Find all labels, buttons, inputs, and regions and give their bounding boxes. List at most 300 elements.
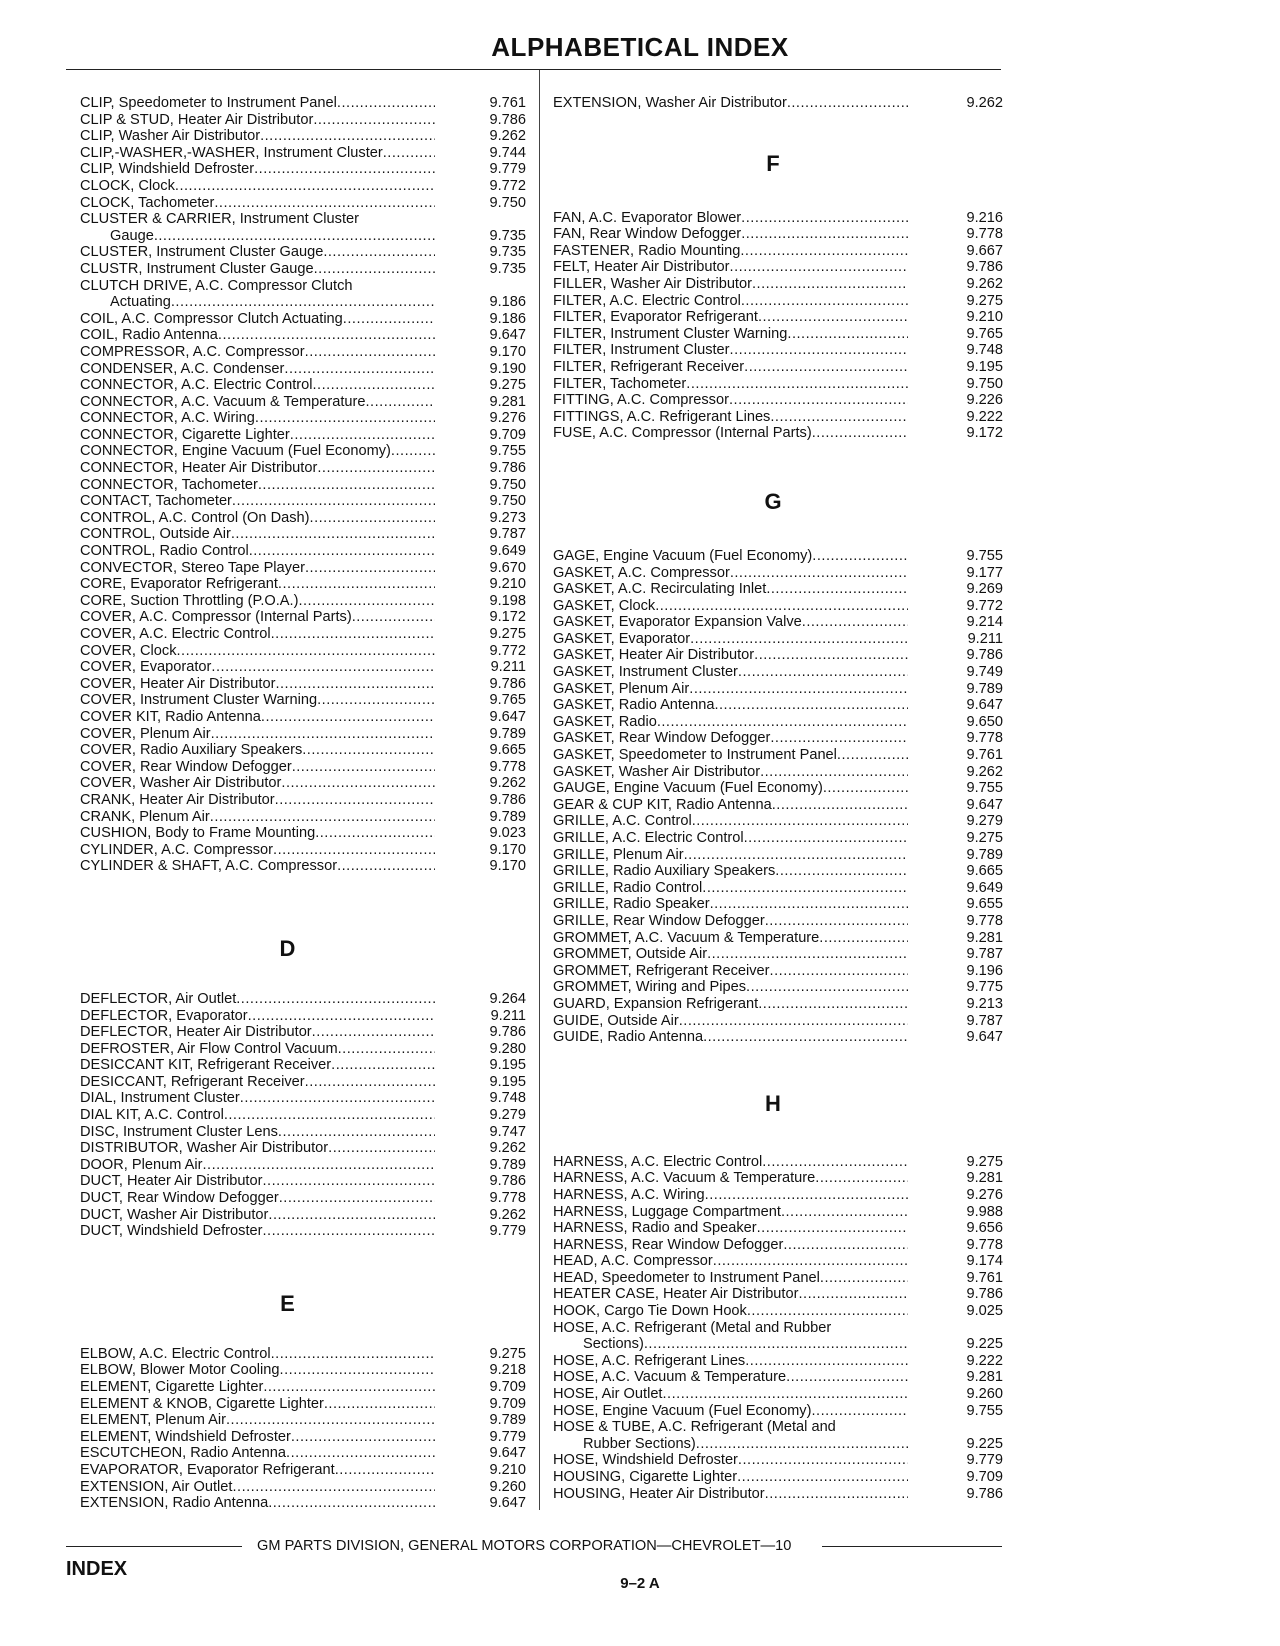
leader-dots: [684, 847, 908, 864]
entry-name: FAN, A.C. Evaporator Blower: [553, 209, 742, 226]
spacer: [80, 875, 526, 927]
entry-name: COVER, Heater Air Distributor: [80, 675, 276, 692]
entry-page-number: 9.786: [489, 1024, 526, 1041]
leader-dots: [177, 643, 436, 660]
entry-name: HOSE, Windshield Defroster: [553, 1452, 738, 1469]
index-entry: [553, 1170, 1003, 1187]
entry-page-number: 9.281: [966, 1369, 1003, 1386]
entry-name: GRILLE, Radio Control: [553, 879, 703, 896]
entry-name: Rubber Sections): [583, 1435, 696, 1452]
index-entry: [553, 863, 1003, 880]
entry-page-number: 9.218: [489, 1362, 526, 1379]
index-entry: [80, 526, 526, 543]
entry-page-number: 9.172: [966, 425, 1003, 442]
index-entry: [553, 913, 1003, 930]
entry-page-number: 9.778: [966, 1236, 1003, 1253]
entry-name: Sections): [583, 1336, 644, 1353]
entry-name: GASKET, Plenum Air: [553, 680, 690, 697]
leader-dots: [812, 425, 908, 442]
spacer: [80, 1240, 526, 1282]
entry-name: DUCT, Heater Air Distributor: [80, 1173, 263, 1190]
entry-name: ELEMENT, Cigarette Lighter: [80, 1379, 264, 1395]
entry-page-number: 9.787: [966, 946, 1003, 963]
entry-page-number: 9.260: [489, 1478, 526, 1495]
leader-dots: [772, 797, 908, 814]
entry-name: DEFLECTOR, Air Outlet: [80, 990, 237, 1007]
entry-name: GRILLE, A.C. Electric Control: [553, 830, 744, 846]
leader-dots: [689, 681, 908, 698]
index-entry: [80, 1379, 526, 1396]
entry-name: COIL, A.C. Compressor Clutch Actuating: [80, 310, 343, 327]
leader-dots: [679, 1013, 908, 1030]
entry-name: HARNESS, Radio and Speaker: [553, 1220, 757, 1237]
entry-name: CONNECTOR, Engine Vacuum (Fuel Economy): [80, 443, 391, 460]
section-label: INDEX: [66, 1558, 128, 1580]
leader-dots: [302, 742, 435, 759]
index-entry: [553, 681, 1003, 698]
index-entry: [80, 510, 526, 527]
entry-page-number: 9.275: [966, 292, 1003, 309]
leader-dots: [343, 311, 435, 328]
leader-dots: [286, 1445, 435, 1462]
index-entry: [80, 759, 526, 776]
leader-dots: [692, 813, 908, 830]
entry-name: GROMMET, Outside Air: [553, 946, 708, 963]
index-entry: [80, 1057, 526, 1074]
index-entry: [553, 930, 1003, 947]
entry-page-number: 9.281: [966, 1170, 1003, 1187]
index-entry: [80, 560, 526, 577]
leader-dots: [261, 709, 435, 726]
entry-name: HOUSING, Cigarette Lighter: [553, 1469, 738, 1485]
header-rule: [66, 69, 1001, 70]
leader-dots: [202, 1157, 435, 1174]
leader-dots: [730, 565, 908, 582]
index-entry: [80, 261, 526, 278]
leader-dots: [232, 493, 435, 510]
entry-page-number: 9.755: [489, 443, 526, 460]
entry-name: CONNECTOR, A.C. Electric Control: [80, 377, 313, 394]
entry-page-number: 9.170: [489, 343, 526, 360]
leader-dots: [765, 913, 908, 930]
entry-page-number: 9.779: [966, 1452, 1003, 1469]
entry-page-number: 9.761: [966, 747, 1003, 764]
index-entry: [80, 726, 526, 743]
entry-page-number: 9.772: [489, 642, 526, 659]
entry-name: GASKET, Heater Air Distributor: [553, 647, 755, 664]
entry-page-number: 9.786: [489, 111, 526, 128]
entry-name: CONNECTOR, Heater Air Distributor: [80, 460, 318, 477]
index-entry: [553, 797, 1003, 814]
entry-page-number: 9.778: [966, 912, 1003, 929]
entry-name: HOSE, A.C. Vacuum & Temperature: [553, 1369, 787, 1386]
entry-page-number: 9.747: [489, 1123, 526, 1140]
leader-dots: [741, 226, 908, 243]
leader-dots: [171, 294, 435, 311]
entry-name: GROMMET, Refrigerant Receiver: [553, 962, 770, 979]
index-entry: [553, 342, 1003, 359]
entry-name: HOSE, A.C. Refrigerant (Metal and Rubber: [553, 1319, 832, 1336]
index-entry: [553, 697, 1003, 714]
entry-page-number: 9.216: [966, 209, 1003, 226]
entry-name: GASKET, Evaporator Expansion Valve: [553, 614, 802, 631]
leader-dots: [770, 963, 908, 980]
leader-dots: [705, 1187, 908, 1204]
leader-dots: [254, 161, 435, 178]
leader-dots: [655, 598, 908, 615]
leader-dots: [317, 692, 435, 709]
leader-dots: [338, 1041, 435, 1058]
index-entry: [80, 1223, 526, 1240]
index-entry: [80, 161, 526, 178]
leader-dots: [657, 714, 908, 731]
leader-dots: [757, 1220, 908, 1237]
entry-page-number: 9.186: [489, 294, 526, 311]
leader-dots: [314, 261, 435, 278]
index-entry: [80, 1462, 526, 1479]
index-entry: [80, 1090, 526, 1107]
entry-page-number: 9.198: [489, 592, 526, 609]
entry-page-number: 9.213: [966, 995, 1003, 1012]
leader-dots: [837, 747, 908, 764]
entry-name: COVER, Radio Auxiliary Speakers: [80, 742, 303, 759]
entry-name: CORE, Evaporator Refrigerant: [80, 576, 278, 593]
index-entry: [80, 427, 526, 444]
leader-dots: [741, 293, 908, 310]
index-entry: [80, 842, 526, 859]
leader-dots: [263, 1379, 435, 1396]
leader-dots: [696, 1436, 908, 1453]
entry-name: HARNESS, A.C. Electric Control: [553, 1153, 763, 1170]
leader-dots: [713, 1253, 908, 1270]
index-entry: [553, 1486, 1003, 1503]
entry-name: CLIP & STUD, Heater Air Distributor: [80, 111, 314, 128]
entry-page-number: 9.765: [489, 692, 526, 709]
entry-name: GASKET, Rear Window Defogger: [553, 730, 771, 747]
entry-name: GRILLE, A.C. Control: [553, 813, 692, 830]
leader-dots: [210, 809, 435, 826]
index-entry: [80, 244, 526, 261]
index-entry: [553, 409, 1003, 426]
spacer: [80, 971, 526, 991]
index-entry: [80, 1124, 526, 1141]
entry-page-number: 9.786: [489, 675, 526, 692]
entry-page-number: 9.210: [966, 309, 1003, 326]
index-entry: [553, 1204, 1003, 1221]
entry-page-number: 9.735: [489, 227, 526, 244]
leader-dots: [258, 477, 435, 494]
spacer: [553, 1126, 1003, 1154]
index-entry: [553, 326, 1003, 343]
index-entry: [80, 394, 526, 411]
entry-page-number: 9.225: [966, 1336, 1003, 1353]
entry-name: COVER, Washer Air Distributor: [80, 775, 282, 792]
index-entry: [80, 1190, 526, 1207]
index-entry: [80, 128, 526, 145]
entry-name: COVER, Instrument Cluster Warning: [80, 692, 318, 709]
entry-page-number: 9.222: [966, 1352, 1003, 1369]
spacer: [80, 1326, 526, 1346]
index-entry: [80, 742, 526, 759]
index-entry: [80, 493, 526, 510]
leader-dots: [249, 543, 435, 560]
leader-dots: [315, 825, 435, 842]
leader-dots: [690, 631, 908, 648]
entry-page-number: 9.779: [489, 1223, 526, 1240]
index-entry: [553, 647, 1003, 664]
index-entry: [553, 95, 1003, 112]
index-entry: [80, 576, 526, 593]
entry-name: HEAD, A.C. Compressor: [553, 1253, 713, 1270]
leader-dots: [762, 1154, 908, 1171]
entry-name: DIAL KIT, A.C. Control: [80, 1107, 224, 1124]
index-entry: [80, 311, 526, 328]
entry-page-number: 9.226: [966, 392, 1003, 409]
index-entry: [553, 1154, 1003, 1171]
index-entry: [553, 276, 1003, 293]
leader-dots: [758, 309, 908, 326]
entry-page-number: 9.786: [966, 1485, 1003, 1502]
index-entry: [553, 1303, 1003, 1320]
entry-name: CLUSTER, Instrument Cluster Gauge: [80, 244, 324, 261]
entry-page-number: 9.761: [966, 1269, 1003, 1286]
leader-dots: [730, 259, 908, 276]
leader-dots: [787, 326, 908, 343]
leader-dots: [707, 946, 908, 963]
leader-dots: [271, 1346, 435, 1363]
entry-name: COVER, Clock: [80, 642, 177, 659]
entry-name: HARNESS, A.C. Wiring: [553, 1186, 705, 1203]
entry-name: DUCT, Rear Window Defogger: [80, 1190, 279, 1207]
leader-dots: [211, 659, 435, 676]
index-entry: [80, 1173, 526, 1190]
entry-page-number: 9.275: [966, 1153, 1003, 1170]
entry-page-number: 9.225: [966, 1435, 1003, 1452]
footer-rule-right: [822, 1546, 1002, 1547]
entry-page-number: 9.276: [489, 410, 526, 427]
leader-dots: [248, 1008, 435, 1025]
entry-page-number: 9.262: [489, 1206, 526, 1223]
entry-name: DISTRIBUTOR, Washer Air Distributor: [80, 1140, 329, 1157]
index-entry: [80, 991, 526, 1008]
entry-name: COMPRESSOR, A.C. Compressor: [80, 343, 305, 360]
entry-name: CLIP, Windshield Defroster: [80, 161, 255, 178]
entry-name: DISC, Instrument Cluster Lens: [80, 1123, 278, 1140]
entry-page-number: 9.647: [966, 697, 1003, 714]
entry-name: COVER, A.C. Electric Control: [80, 626, 271, 642]
entry-page-number: 9.647: [489, 1495, 526, 1512]
index-entry: [553, 359, 1003, 376]
index-entry: [80, 676, 526, 693]
leader-dots: [737, 1469, 908, 1486]
entry-name: DEFLECTOR, Evaporator: [80, 1007, 248, 1024]
entry-name: CRANK, Heater Air Distributor: [80, 791, 275, 808]
entry-page-number: 9.665: [489, 742, 526, 759]
index-entry: [553, 1336, 1003, 1353]
index-entry: [80, 477, 526, 494]
leader-dots: [273, 842, 435, 859]
entry-name: GASKET, A.C. Compressor: [553, 564, 730, 581]
index-entry: [80, 344, 526, 361]
entry-name: CUSHION, Body to Frame Mounting: [80, 825, 316, 842]
entry-page-number: 9.262: [966, 275, 1003, 292]
entry-page-number: 9.778: [489, 1190, 526, 1207]
leader-dots: [663, 1386, 909, 1403]
index-entry: [80, 228, 526, 245]
leader-dots: [290, 427, 435, 444]
entry-name: DESICCANT KIT, Refrigerant Receiver: [80, 1057, 332, 1074]
index-column-right: [553, 95, 1003, 1502]
entry-name: FILTER, Refrigerant Receiver: [553, 358, 745, 375]
entry-name: DEFROSTER, Air Flow Control Vacuum: [80, 1040, 338, 1057]
entry-name: ELBOW, Blower Motor Cooling: [80, 1362, 280, 1379]
entry-page-number: 9.755: [966, 780, 1003, 797]
index-entry: [553, 1386, 1003, 1403]
entry-page-number: 9.779: [489, 1428, 526, 1445]
entry-page-number: 9.222: [966, 408, 1003, 425]
leader-dots: [819, 930, 908, 947]
entry-name: FILTER, Tachometer: [553, 375, 687, 392]
entry-name: CYLINDER & SHAFT, A.C. Compressor: [80, 858, 338, 875]
index-entry: [553, 1469, 1003, 1486]
leader-dots: [328, 1140, 435, 1157]
entry-page-number: 9.650: [966, 713, 1003, 730]
index-entry: [80, 1412, 526, 1429]
leader-dots: [278, 1124, 435, 1141]
leader-dots: [278, 576, 435, 593]
leader-dots: [312, 1024, 435, 1041]
leader-dots: [231, 526, 435, 543]
leader-dots: [798, 1286, 908, 1303]
index-entry: [553, 425, 1003, 442]
index-entry: [80, 643, 526, 660]
entry-page-number: 9.177: [966, 564, 1003, 581]
entry-page-number: 9.778: [489, 758, 526, 775]
entry-page-number: 9.647: [489, 1445, 526, 1462]
entry-name: FAN, Rear Window Defogger: [553, 226, 742, 243]
entry-page-number: 9.775: [966, 979, 1003, 996]
index-entry: [553, 259, 1003, 276]
entry-name: HOSE, Engine Vacuum (Fuel Economy): [553, 1402, 812, 1419]
entry-name: Actuating: [110, 294, 171, 311]
entry-page-number: 9.786: [966, 1286, 1003, 1303]
index-entry: [80, 1479, 526, 1496]
index-entry: [553, 730, 1003, 747]
entry-page-number: 9.735: [489, 244, 526, 261]
entry-page-number: 9.210: [489, 1461, 526, 1478]
entry-page-number: 9.655: [966, 896, 1003, 913]
entry-name: DEFLECTOR, Heater Air Distributor: [80, 1024, 312, 1041]
entry-page-number: 9.744: [489, 144, 526, 161]
index-entry: [80, 112, 526, 129]
entry-name: HARNESS, Rear Window Defogger: [553, 1236, 784, 1253]
entry-name: GRILLE, Radio Auxiliary Speakers: [553, 863, 776, 880]
entry-page-number: 9.190: [489, 360, 526, 377]
leader-dots: [236, 991, 435, 1008]
index-entry: [553, 813, 1003, 830]
leader-dots: [758, 996, 908, 1013]
entry-page-number: 9.709: [966, 1469, 1003, 1485]
entry-page-number: 9.670: [489, 559, 526, 576]
entry-name: ESCUTCHEON, Radio Antenna: [80, 1445, 287, 1462]
entry-page-number: 9.647: [966, 1029, 1003, 1046]
index-entry: [80, 410, 526, 427]
entry-name: DOOR, Plenum Air: [80, 1156, 203, 1173]
entry-name: CONDENSER, A.C. Condenser: [80, 360, 285, 377]
leader-dots: [714, 697, 908, 714]
leader-dots: [214, 195, 435, 212]
entry-name: FELT, Heater Air Distributor: [553, 259, 730, 276]
entry-page-number: 9.647: [966, 796, 1003, 813]
entry-page-number: 9.210: [489, 576, 526, 593]
entry-page-number: 9.750: [489, 476, 526, 493]
section-letter: H: [765, 1090, 781, 1116]
spacer: [553, 112, 1003, 142]
entry-name: GRILLE, Plenum Air: [553, 846, 684, 863]
entry-name: GUIDE, Outside Air: [553, 1012, 679, 1029]
index-entry: [553, 243, 1003, 260]
column-divider: [539, 70, 540, 1510]
entry-name: ELEMENT & KNOB, Cigarette Lighter: [80, 1395, 324, 1412]
entry-name: HEATER CASE, Heater Air Distributor: [553, 1286, 799, 1303]
index-entry: [80, 178, 526, 195]
entry-name: COVER, Evaporator: [80, 659, 212, 676]
entry-name: HARNESS, Luggage Compartment: [553, 1203, 781, 1220]
leader-dots: [783, 1237, 908, 1254]
entry-name: COVER, Rear Window Defogger: [80, 758, 292, 775]
entry-page-number: 9.275: [489, 377, 526, 394]
leader-dots: [738, 664, 908, 681]
entry-page-number: 9.170: [489, 841, 526, 858]
entry-page-number: 9.279: [489, 1107, 526, 1124]
entry-name: GUIDE, Radio Antenna: [553, 1029, 704, 1046]
entry-page-number: 9.280: [489, 1040, 526, 1057]
index-entry: [553, 946, 1003, 963]
entry-name: GASKET, Instrument Cluster: [553, 664, 738, 681]
leader-dots: [744, 359, 908, 376]
entry-name: CLIP, Speedometer to Instrument Panel: [80, 95, 337, 111]
index-entry: [80, 1445, 526, 1462]
entry-page-number: 9.748: [966, 342, 1003, 359]
entry-page-number: 9.025: [966, 1303, 1003, 1320]
index-entry: [80, 278, 526, 295]
entry-page-number: 9.765: [966, 325, 1003, 342]
entry-page-number: 9.789: [489, 808, 526, 825]
entry-name: CLOCK, Clock: [80, 177, 175, 194]
entry-name: GRILLE, Radio Speaker: [553, 896, 710, 913]
index-entry: [553, 309, 1003, 326]
leader-dots: [703, 1029, 908, 1046]
entry-name: HOSE & TUBE, A.C. Refrigerant (Metal and: [553, 1419, 836, 1436]
entry-page-number: 9.211: [967, 630, 1003, 647]
leader-dots: [746, 979, 908, 996]
index-entry: [80, 1008, 526, 1025]
entry-page-number: 9.755: [966, 1402, 1003, 1419]
entry-page-number: 9.276: [966, 1186, 1003, 1203]
entry-page-number: 9.735: [489, 260, 526, 277]
index-entry: [80, 1074, 526, 1091]
entry-name: HEAD, Speedometer to Instrument Panel: [553, 1269, 820, 1286]
index-entry: [80, 809, 526, 826]
entry-name: CRANK, Plenum Air: [80, 808, 210, 825]
entry-name: CYLINDER, A.C. Compressor: [80, 841, 274, 858]
leader-dots: [786, 1369, 908, 1386]
index-entry: [553, 880, 1003, 897]
entry-name: DIAL, Instrument Cluster: [80, 1090, 240, 1107]
leader-dots: [331, 1057, 435, 1074]
entry-page-number: 9.262: [489, 1140, 526, 1157]
leader-dots: [770, 409, 908, 426]
